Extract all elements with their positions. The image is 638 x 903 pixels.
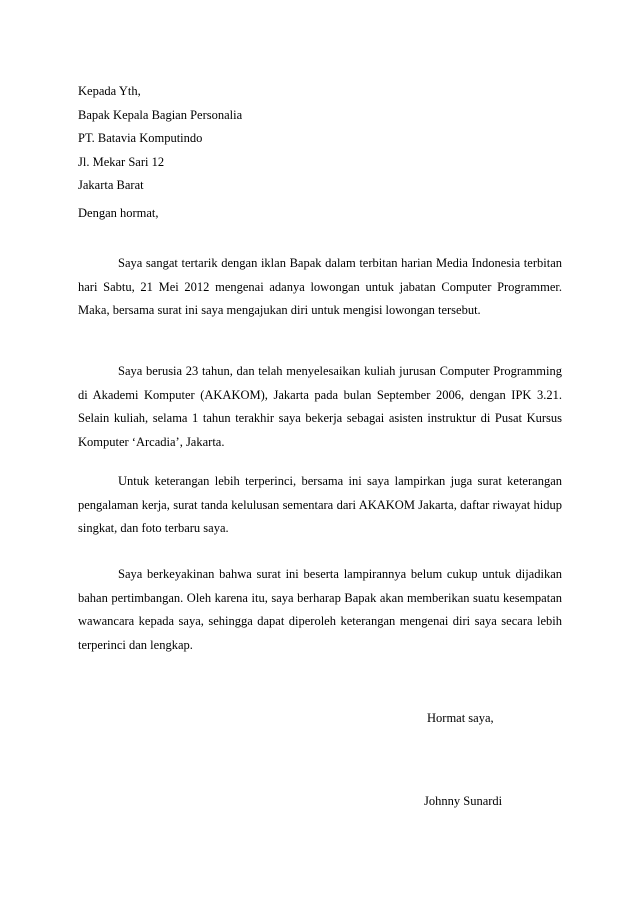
body-paragraph-interest: Saya sangat tertarik dengan iklan Bapak dalam terbitan harian Media Indonesia terbitan hari Sabtu, 21 Mei 2012 mengenai adanya lowongan untuk jabatan Computer Programmer. Maka, bersama surat ini saya mengajukan diri untuk mengisi lowongan tersebut.	[78, 256, 562, 317]
recipient-city-line: Jakarta Barat	[78, 178, 144, 192]
body-paragraph-attachments: Untuk keterangan lebih terperinci, bersama ini saya lampirkan juga surat keterangan pengalaman kerja, surat tanda kelulusan sementara dari AKAKOM Jakarta, daftar riwayat hidup singkat, dan foto terbaru saya.	[78, 474, 562, 535]
recipient-title-line: Bapak Kepala Bagian Personalia	[78, 107, 243, 122]
recipient-address-block	[78, 80, 378, 198]
signer-name: Johnny Sunardi	[424, 794, 503, 808]
recipient-company-line: PT. Batavia Komputindo	[78, 131, 203, 145]
recipient-street-line: Jl. Mekar Sari 12	[78, 154, 165, 169]
recipient-salutation-line: Kepada Yth,	[78, 84, 141, 98]
letter-closing: Hormat saya,	[427, 711, 494, 725]
letter-greeting: Dengan hormat,	[78, 206, 159, 220]
body-paragraph-request: Saya berkeyakinan bahwa surat ini beserta lampirannya belum cukup untuk dijadikan bahan pertimbangan. Oleh karena itu, saya berharap Bapak akan memberikan suatu kesempatan wawancara kepada saya, sehingga dapat diperoleh keterangan mengenai diri saya secara lebih terperinci dan lengkap.	[78, 567, 562, 652]
body-paragraph-education: Saya berusia 23 tahun, dan telah menyelesaikan kuliah jurusan Computer Programming di Akademi Komputer (AKAKOM), Jakarta pada bulan September 2006, dengan IPK 3.21. Selain kuliah, selama 1 tahun terakhir saya bekerja sebagai asisten instruktur di Pusat Kursus Komputer ‘Arcadia’, Jakarta.	[78, 364, 562, 449]
